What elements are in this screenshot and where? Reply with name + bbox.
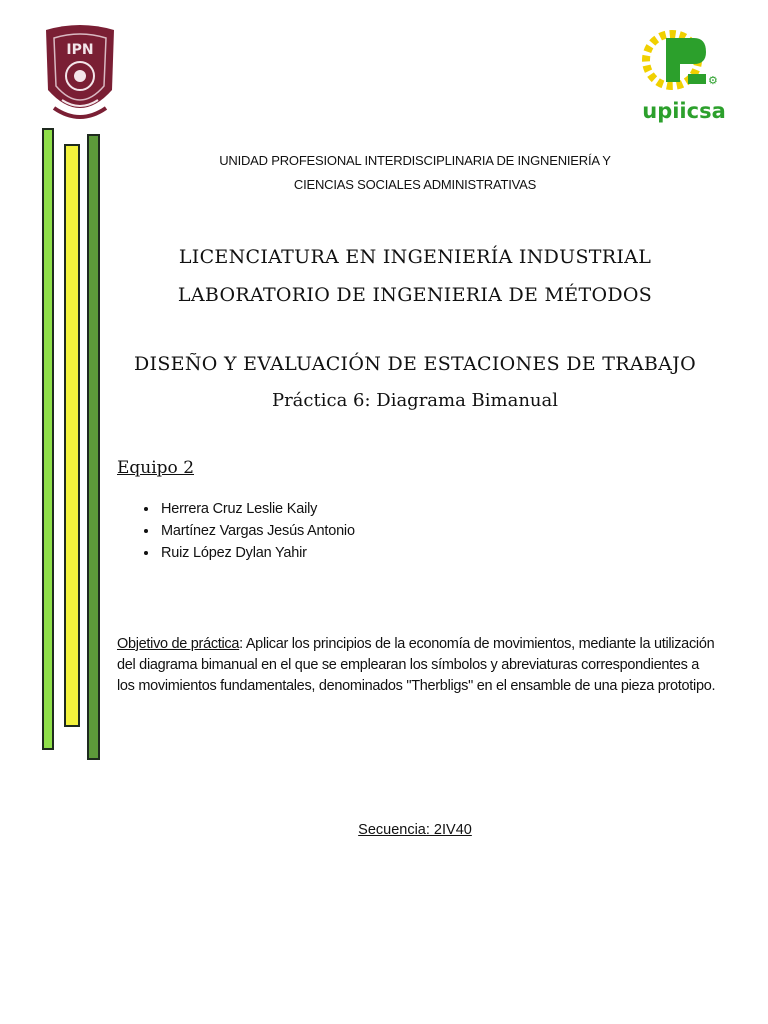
subject-title: DISEÑO Y EVALUACIÓN DE ESTACIONES DE TRABAJO (134, 353, 696, 375)
practice-title: Práctica 6: Diagrama Bimanual (271, 390, 559, 411)
objective-paragraph (117, 634, 719, 697)
decorative-bar-light-green (42, 128, 54, 750)
institution-name (110, 149, 720, 197)
ipn-logo-icon (40, 20, 120, 128)
team-member: • Martínez Vargas Jesús Antonio (159, 520, 355, 542)
team-member: • Herrera Cruz Leslie Kaily (159, 498, 355, 520)
upiicsa-logo-icon (636, 18, 732, 126)
program-block (110, 238, 720, 314)
institution-line-1: UNIDAD PROFESIONAL INTERDISCIPLINARIA DE INGNENIERÍA Y (219, 153, 611, 168)
objective-text: : Aplicar los principios de la economía de movimientos, mediante la utilización del diagrama bimanual en el que se emplearan los símbolos y abreviaturas correspondientes a los movimientos fundamentales, denominados "Therbligs" en el ensamble de una pieza prototipo. (117, 636, 716, 694)
sequence-line (110, 822, 720, 838)
team-member: • Ruiz López Dylan Yahir (159, 542, 355, 564)
ipn-logo-text: IPN (66, 42, 94, 58)
degree-title: LICENCIATURA EN INGENIERÍA INDUSTRIAL (178, 246, 652, 268)
decorative-bar-dark-green (87, 134, 100, 760)
svg-text:⚙: ⚙ (708, 74, 718, 87)
institution-line-2: CIENCIAS SOCIALES ADMINISTRATIVAS (293, 177, 537, 192)
team-member-list (137, 498, 355, 564)
objective-label: Objetivo de práctica (117, 636, 240, 652)
lab-title: LABORATORIO DE INGENIERIA DE MÉTODOS (177, 284, 653, 306)
sequence-text: Secuencia: 2IV40 (358, 822, 472, 838)
decorative-bar-yellow (64, 144, 80, 727)
upiicsa-logo-text: upiicsa (642, 99, 726, 123)
team-title: Equipo 2 (117, 458, 195, 478)
